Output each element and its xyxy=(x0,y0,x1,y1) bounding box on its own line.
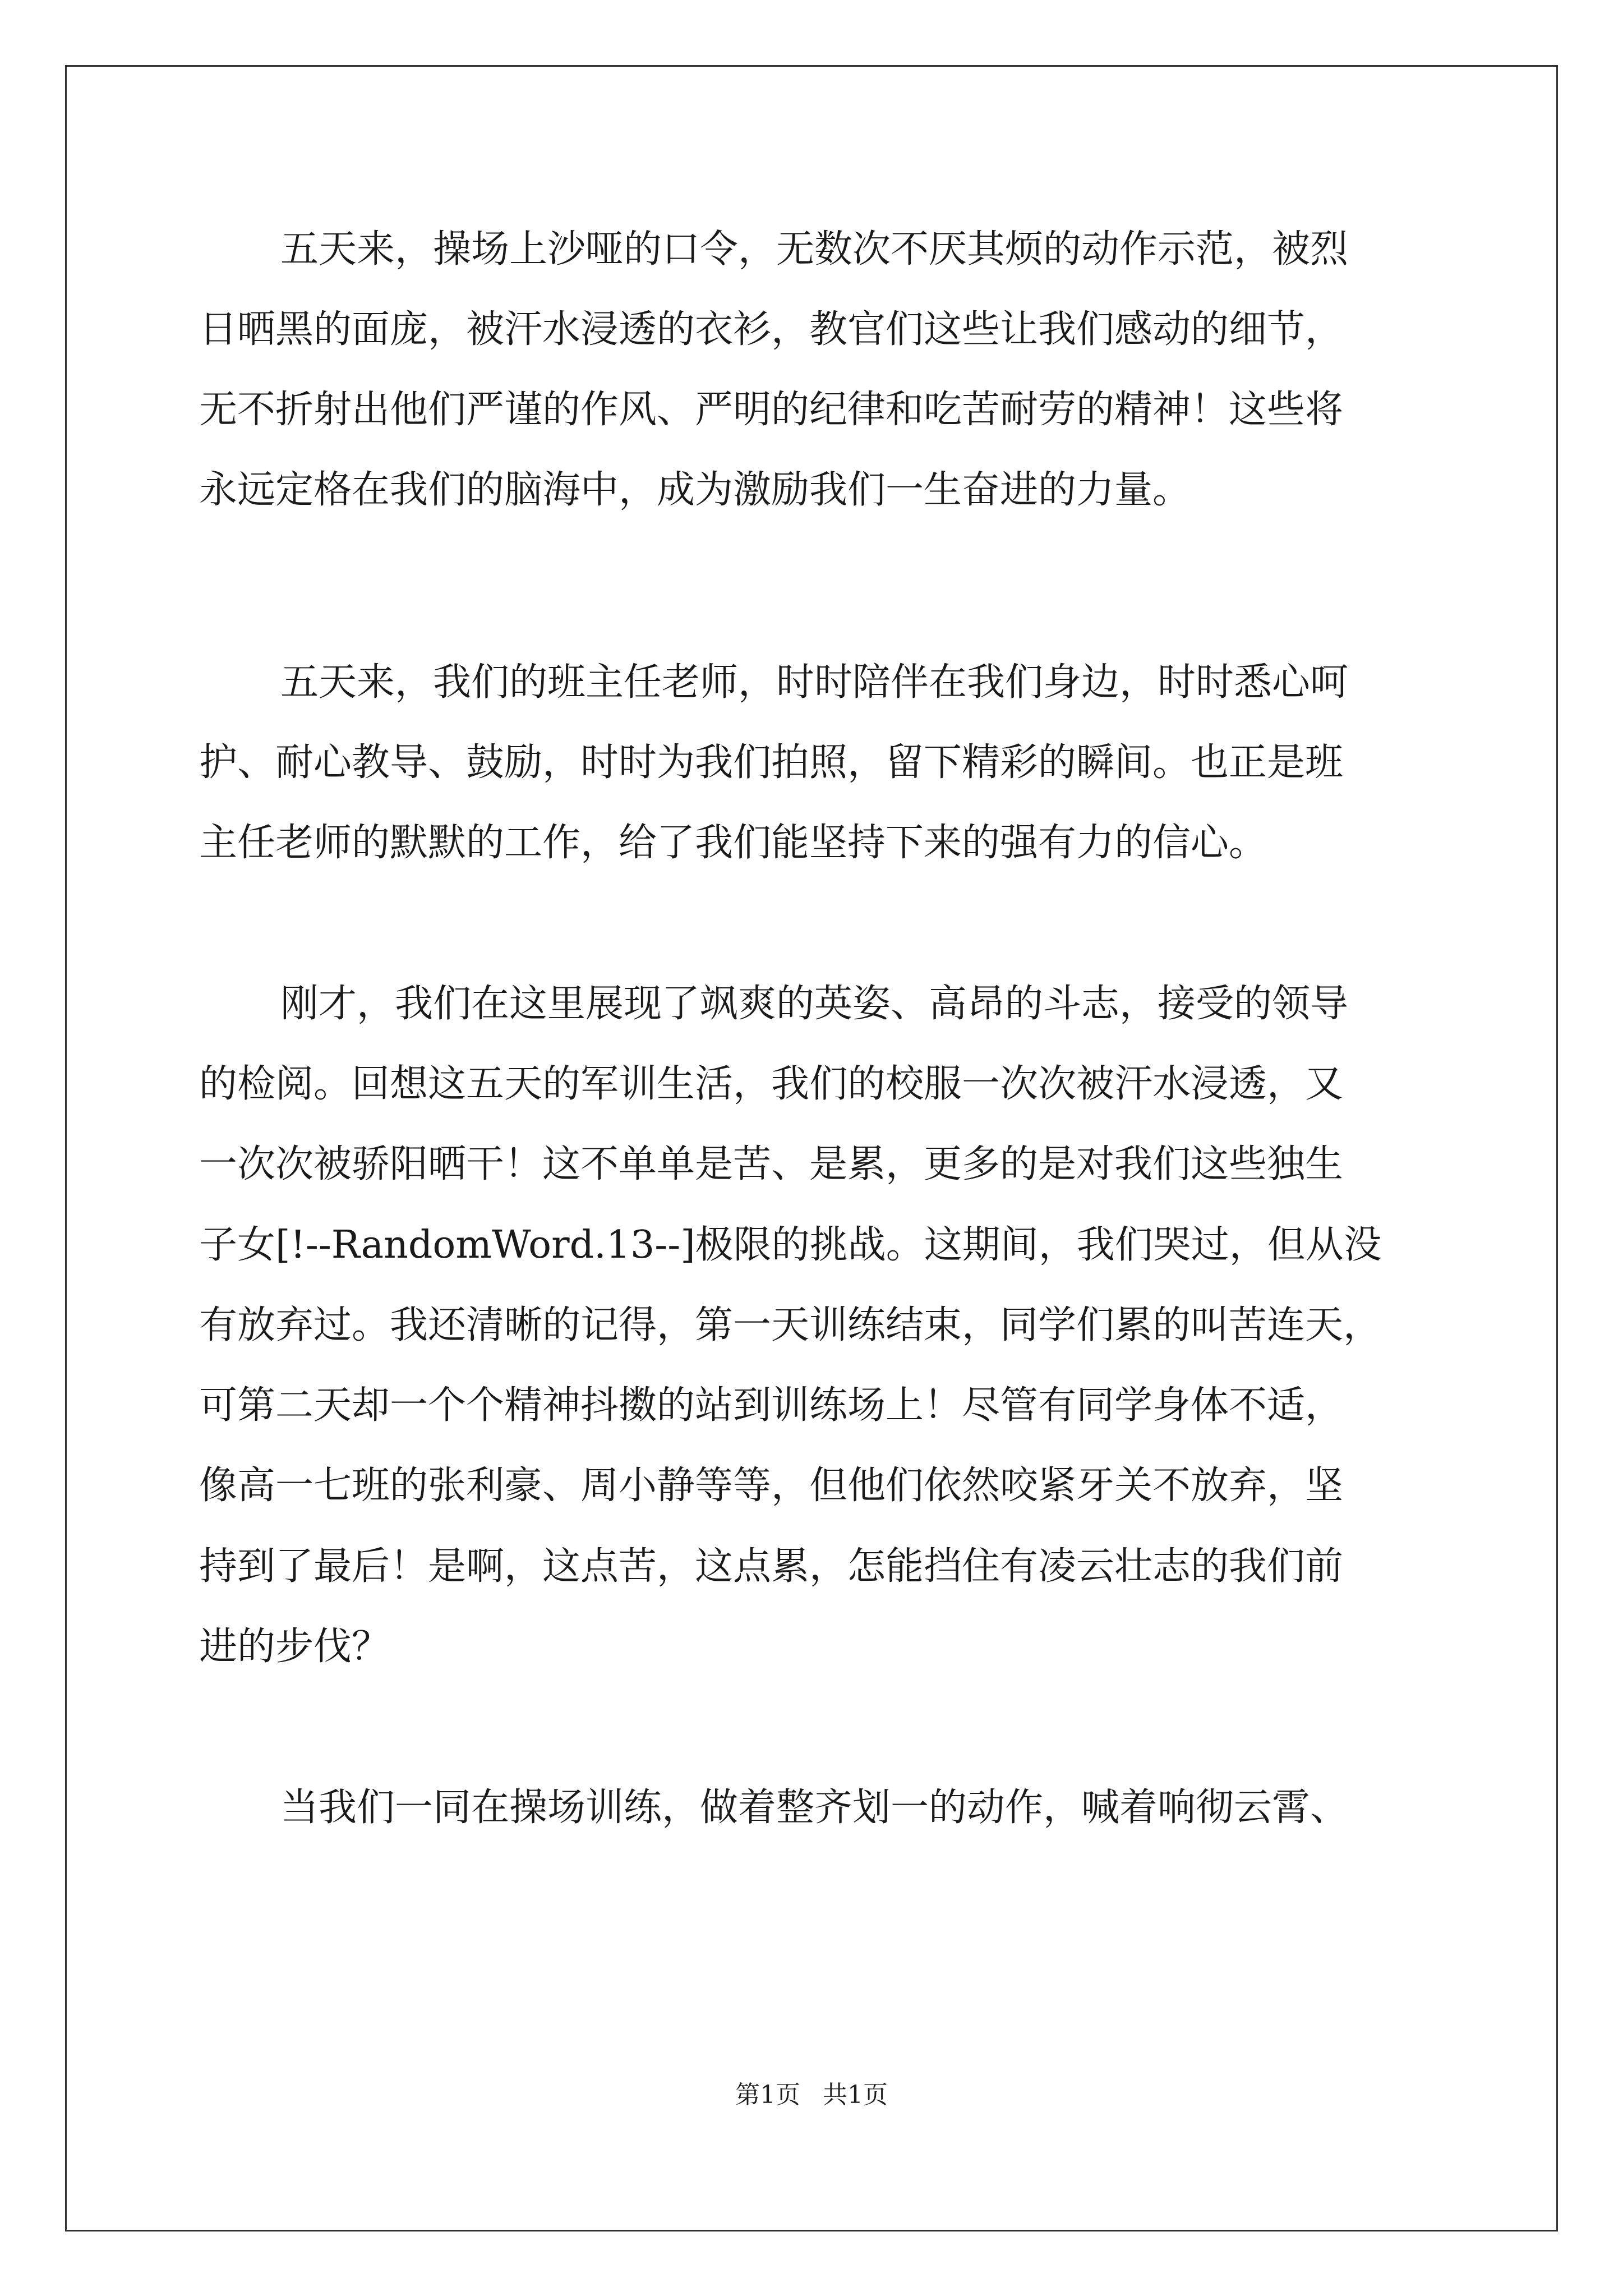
paragraph-line: 刚才，我们在这里展现了飒爽的英姿、高昂的斗志，接受的领导 xyxy=(280,982,1349,1026)
paragraph-line: 无不折射出他们严谨的作风、严明的纪律和吃苦耐劳的精神！这些将 xyxy=(199,388,1344,432)
paragraph-line: 进的步伐？ xyxy=(199,1625,390,1669)
paragraph-line: 主任老师的默默的工作，给了我们能坚持下来的强有力的信心。 xyxy=(199,821,1267,865)
paragraph-line: 当我们一同在操场训练，做着整齐划一的动作，喊着响彻云霄、 xyxy=(280,1786,1349,1830)
paragraph-line: 五天来，操场上沙哑的口令，无数次不厌其烦的动作示范，被烈 xyxy=(280,227,1349,272)
paragraph-line: 持到了最后！是啊，这点苦，这点累，怎能挡住有凌云壮志的我们前 xyxy=(199,1544,1344,1589)
paragraph-line: 子女[!--RandomWord.13--]极限的挑战。这期间，我们哭过，但从没 xyxy=(199,1223,1382,1267)
paragraph-line: 五天来，我们的班主任老师，时时陪伴在我们身边，时时悉心呵 xyxy=(280,660,1349,705)
page-number-current: 第1页 xyxy=(735,2081,800,2109)
paragraph-line: 的检阅。回想这五天的军训生活，我们的校服一次次被汗水浸透，又 xyxy=(199,1062,1344,1106)
paragraph-line: 可第二天却一个个精神抖擞的站到训练场上！尽管有同学身体不适， xyxy=(199,1383,1344,1428)
page-footer xyxy=(0,2078,1623,2112)
paragraph-line: 永远定格在我们的脑海中，成为激励我们一生奋进的力量。 xyxy=(199,468,1191,512)
paragraph-line: 像高一七班的张利豪、周小静等等，但他们依然咬紧牙关不放弃，坚 xyxy=(199,1464,1344,1508)
paragraph-line: 护、耐心教导、鼓励，时时为我们拍照，留下精彩的瞬间。也正是班 xyxy=(199,740,1344,785)
paragraph-line: 一次次被骄阳晒干！这不单单是苦、是累，更多的是对我们这些独生 xyxy=(199,1142,1344,1186)
paragraph-line: 日晒黑的面庞，被汗水浸透的衣衫，教官们这些让我们感动的细节， xyxy=(199,307,1344,352)
paragraph-line: 有放弃过。我还清晰的记得，第一天训练结束，同学们累的叫苦连天， xyxy=(199,1303,1382,1347)
page-number-total: 共1页 xyxy=(823,2081,888,2109)
